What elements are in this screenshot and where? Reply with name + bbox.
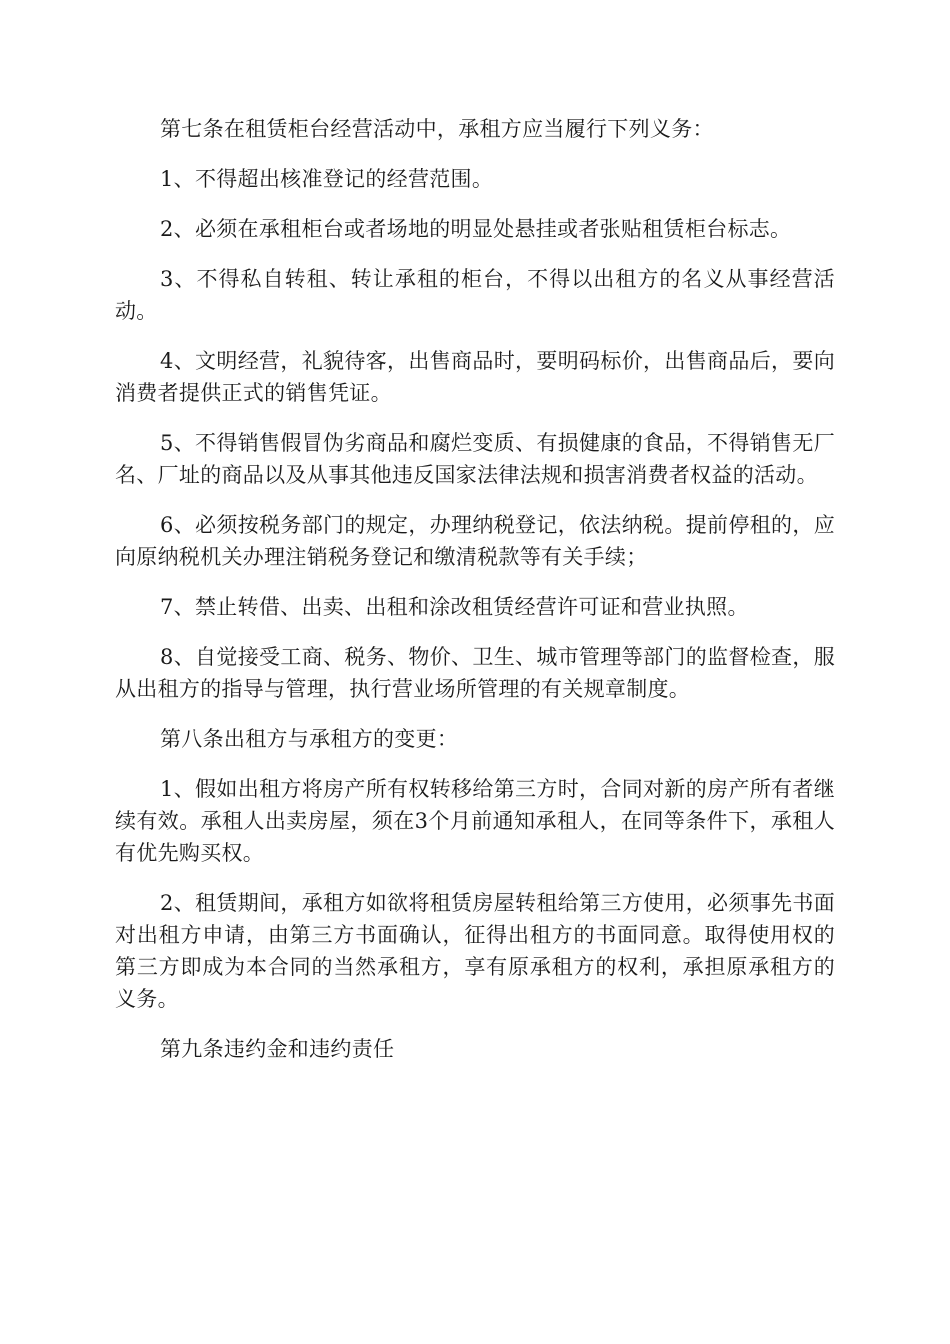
article-7-item-1: 1、不得超出核准登记的经营范围。 (160, 167, 494, 191)
article-7-item-3: 3、不得私自转租、转让承租的柜台，不得以出租方的名义从事经营活动。 (115, 267, 835, 323)
article-7-item-2: 2、必须在承租柜台或者场地的明显处悬挂或者张贴租赁柜台标志。 (160, 217, 792, 241)
document-body (115, 113, 835, 1083)
article-8-item-1: 1、假如出租方将房产所有权转移给第三方时，合同对新的房产所有者继续有效。承租人出卖房屋，须在3个月前通知承租人，在同等条件下，承租人有优先购买权。 (115, 777, 835, 865)
article-7-item-7: 7、禁止转借、出卖、出租和涂改租赁经营许可证和营业执照。 (160, 595, 749, 619)
article-7-item-4: 4、文明经营，礼貌待客，出售商品时，要明码标价，出售商品后，要向消费者提供正式的销售凭证。 (115, 349, 835, 405)
article-7-item-8: 8、自觉接受工商、税务、物价、卫生、城市管理等部门的监督检查，服从出租方的指导与管理，执行营业场所管理的有关规章制度。 (115, 645, 835, 701)
article-7-item-6: 6、必须按税务部门的规定，办理纳税登记，依法纳税。提前停租的，应向原纳税机关办理注销税务登记和缴清税款等有关手续； (115, 513, 835, 569)
article-7-item-5: 5、不得销售假冒伪劣商品和腐烂变质、有损健康的食品，不得销售无厂名、厂址的商品以及从事其他违反国家法律法规和损害消费者权益的活动。 (115, 431, 835, 487)
article-9-heading: 第九条违约金和违约责任 (160, 1037, 395, 1061)
article-7-heading: 第七条在租赁柜台经营活动中，承租方应当履行下列义务： (160, 117, 714, 141)
article-8-item-2: 2、租赁期间，承租方如欲将租赁房屋转租给第三方使用，必须事先书面对出租方申请，由第三方书面确认，征得出租方的书面同意。取得使用权的第三方即成为本合同的当然承租方，享有原承租方的权利，承担原承租方的义务。 (115, 891, 835, 1011)
article-8-heading: 第八条出租方与承租方的变更： (160, 727, 459, 751)
